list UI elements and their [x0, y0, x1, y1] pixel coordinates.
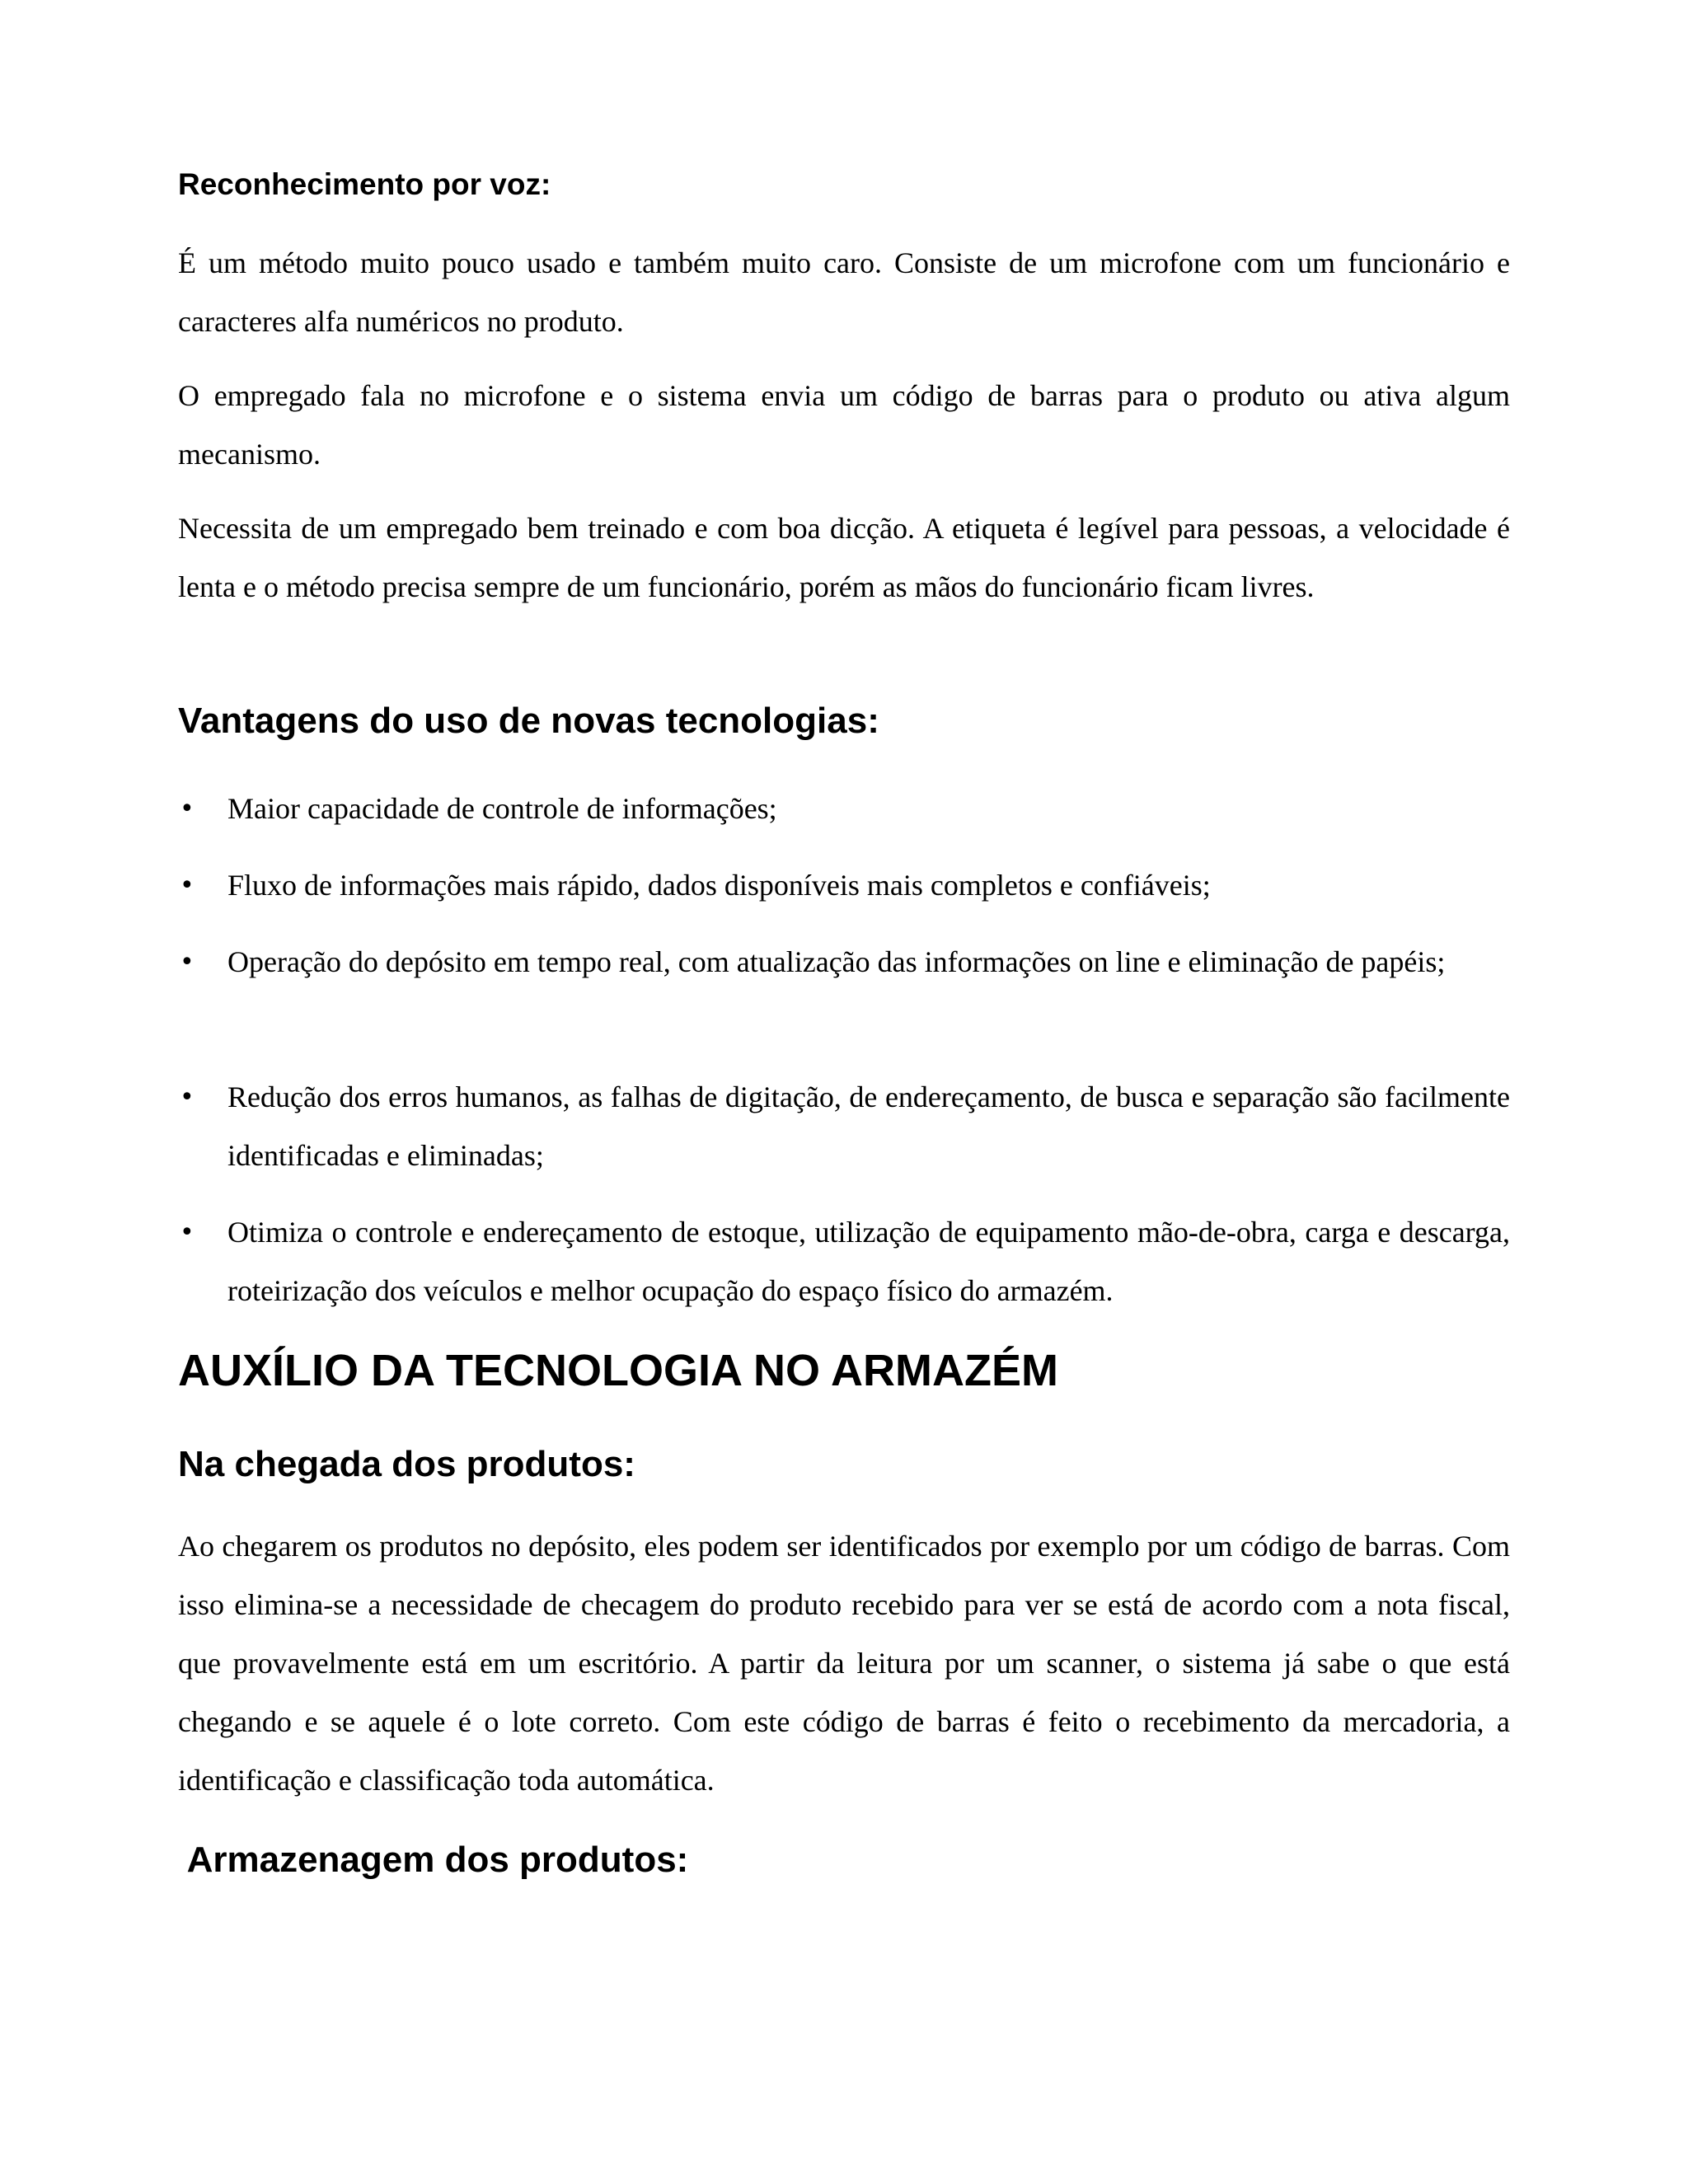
list-item-text: Maior capacidade de controle de informações;: [227, 792, 777, 825]
main-section-title: AUXÍLIO DA TECNOLOGIA NO ARMAZÉM: [178, 1346, 1058, 1395]
bullet-icon: •: [180, 1083, 195, 1112]
voice-paragraph-2: O empregado fala no microfone e o sistema envia um código de barras para o produto ou ativa algum mecanismo.: [178, 379, 1510, 471]
bullet-icon: •: [180, 871, 195, 900]
bullet-icon: •: [180, 794, 195, 823]
list-item-text: Otimiza o controle e endereçamento de estoque, utilização de equipamento mão-de-obra, carga e descarga, roteirização dos veículos e melhor ocupação do espaço físico do armazém.: [227, 1216, 1510, 1307]
arrival-heading: Na chegada dos produtos:: [178, 1444, 635, 1484]
bullet-icon: •: [180, 1218, 195, 1247]
arrival-paragraph: Ao chegarem os produtos no depósito, eles podem ser identificados por exemplo por um código de barras. Com isso elimina-se a necessidade de checagem do produto recebido para ver se está de acordo com a nota fiscal, que provavelmente está em um escritório. A partir da leitura por um scanner, o sistema já sabe o que está chegando e se aquele é o lote correto. Com este código de barras é feito o recebimento da mercadoria, a identificação e classificação toda automática.: [178, 1530, 1510, 1797]
voice-paragraph-3: Necessita de um empregado bem treinado e com boa dicção. A etiqueta é legível para pessoas, a velocidade é lenta e o método precisa sempre de um funcionário, porém as mãos do funcionário ficam livres.: [178, 512, 1510, 603]
list-item-text: Operação do depósito em tempo real, com atualização das informações on line e eliminação de papéis;: [227, 945, 1446, 978]
list-item-text: Redução dos erros humanos, as falhas de digitação, de endereçamento, de busca e separação são facilmente identificadas e eliminadas;: [227, 1080, 1510, 1172]
list-item-text: Fluxo de informações mais rápido, dados disponíveis mais completos e confiáveis;: [227, 869, 1211, 902]
advantages-heading: Vantagens do uso de novas tecnologias:: [178, 701, 879, 741]
storage-heading: Armazenagem dos produtos:: [178, 1840, 689, 1880]
bullet-icon: •: [180, 948, 195, 977]
voice-paragraph-1: É um método muito pouco usado e também muito caro. Consiste de um microfone com um funcionário e caracteres alfa numéricos no produto.: [178, 246, 1510, 338]
voice-recognition-heading: Reconhecimento por voz:: [178, 167, 551, 201]
